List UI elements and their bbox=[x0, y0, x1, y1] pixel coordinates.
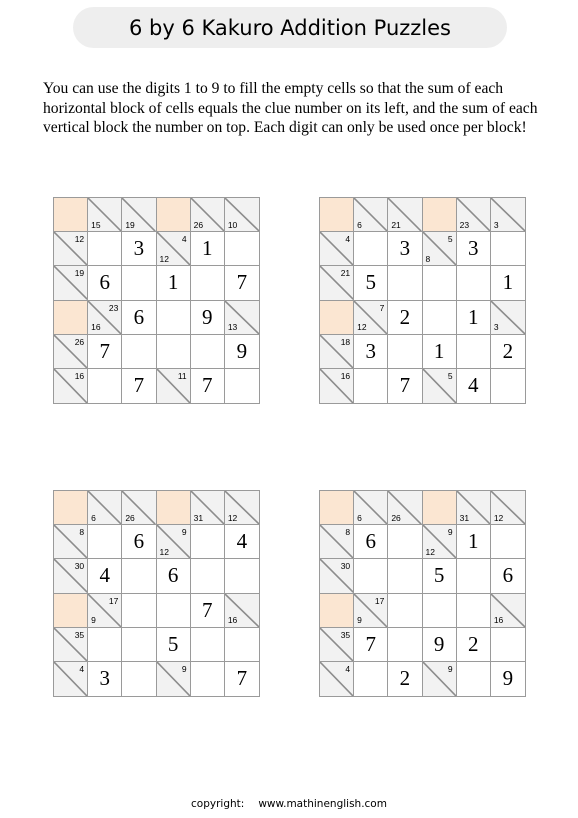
clue-cell bbox=[320, 335, 354, 369]
given-digit: 3 bbox=[399, 236, 411, 261]
clue-cell bbox=[122, 491, 156, 525]
answer-cell[interactable] bbox=[122, 369, 156, 403]
down-clue-number: 13 bbox=[227, 322, 238, 333]
answer-cell[interactable] bbox=[88, 369, 122, 403]
clue-cell bbox=[320, 662, 354, 696]
given-digit: 9 bbox=[502, 666, 514, 691]
given-digit: 2 bbox=[399, 304, 411, 329]
answer-cell[interactable] bbox=[457, 594, 491, 628]
answer-cell[interactable] bbox=[157, 301, 191, 335]
answer-cell[interactable] bbox=[122, 525, 156, 559]
blank-corner-cell bbox=[320, 198, 354, 232]
down-clue-number: 6 bbox=[357, 512, 362, 523]
clue-cell bbox=[54, 628, 88, 662]
clue-cell bbox=[157, 525, 191, 559]
given-digit: 7 bbox=[201, 597, 213, 622]
across-clue-number: 17 bbox=[374, 595, 385, 606]
answer-cell[interactable] bbox=[225, 335, 259, 369]
across-clue-number: 30 bbox=[340, 561, 351, 572]
answer-cell[interactable] bbox=[388, 266, 422, 300]
clue-cell bbox=[423, 369, 457, 403]
answer-cell[interactable] bbox=[191, 232, 225, 266]
clue-cell bbox=[54, 662, 88, 696]
answer-cell[interactable] bbox=[491, 525, 525, 559]
across-clue-number: 26 bbox=[74, 336, 85, 347]
answer-cell[interactable] bbox=[457, 559, 491, 593]
clue-cell bbox=[491, 491, 525, 525]
given-digit: 3 bbox=[99, 666, 110, 691]
answer-cell[interactable] bbox=[122, 628, 156, 662]
clue-cell bbox=[157, 232, 191, 266]
answer-cell[interactable] bbox=[354, 662, 388, 696]
answer-cell[interactable] bbox=[491, 559, 525, 593]
answer-cell[interactable] bbox=[191, 301, 225, 335]
clue-cell bbox=[320, 266, 354, 300]
answer-cell[interactable] bbox=[157, 266, 191, 300]
instructions-text: You can use the digits 1 to 9 to fill the empty cells so that the sum of each horizontal block of cells equals the clue number on its left, and the sum of each vertical block the number on top. Each digit can only be used once per block! bbox=[43, 80, 538, 136]
across-clue-number: 35 bbox=[74, 629, 85, 640]
down-clue-number: 23 bbox=[459, 219, 470, 230]
given-digit: 3 bbox=[133, 236, 145, 261]
answer-cell[interactable] bbox=[191, 266, 225, 300]
answer-cell[interactable] bbox=[388, 335, 422, 369]
clue-cell bbox=[423, 232, 457, 266]
given-digit: 9 bbox=[236, 338, 248, 363]
across-clue-number: 4 bbox=[345, 663, 351, 674]
copyright-label: copyright: bbox=[191, 798, 245, 810]
clue-cell bbox=[225, 594, 259, 628]
clue-cell bbox=[191, 198, 225, 232]
given-digit: 6 bbox=[133, 529, 145, 554]
answer-cell[interactable] bbox=[225, 662, 259, 696]
clue-cell bbox=[320, 559, 354, 593]
down-clue-number: 6 bbox=[357, 219, 362, 230]
given-digit: 7 bbox=[236, 270, 248, 295]
answer-cell[interactable] bbox=[191, 369, 225, 403]
kakuro-puzzle-4 bbox=[319, 490, 526, 697]
kakuro-puzzle-2 bbox=[319, 197, 526, 404]
blank-corner-cell bbox=[54, 491, 88, 525]
given-digit: 1 bbox=[502, 270, 514, 295]
across-clue-number: 8 bbox=[79, 527, 85, 538]
blank-corner-cell bbox=[320, 594, 354, 628]
answer-cell[interactable] bbox=[491, 266, 525, 300]
clue-cell bbox=[54, 232, 88, 266]
answer-cell[interactable] bbox=[388, 232, 422, 266]
clue-cell bbox=[88, 198, 122, 232]
answer-cell[interactable] bbox=[191, 559, 225, 593]
answer-cell[interactable] bbox=[157, 559, 191, 593]
given-digit: 2 bbox=[399, 666, 411, 691]
answer-cell[interactable] bbox=[157, 628, 191, 662]
across-clue-number: 21 bbox=[340, 268, 351, 279]
clue-cell bbox=[320, 525, 354, 559]
down-clue-number: 6 bbox=[91, 512, 96, 523]
given-digit: 4 bbox=[467, 373, 479, 398]
answer-cell[interactable] bbox=[354, 628, 388, 662]
blank-corner-cell bbox=[54, 301, 88, 335]
answer-cell[interactable] bbox=[88, 266, 122, 300]
answer-cell[interactable] bbox=[457, 369, 491, 403]
given-digit: 4 bbox=[99, 563, 110, 588]
answer-cell[interactable] bbox=[122, 266, 156, 300]
answer-cell[interactable] bbox=[388, 525, 422, 559]
across-clue-number: 9 bbox=[447, 527, 453, 538]
answer-cell[interactable] bbox=[88, 628, 122, 662]
down-clue-number: 31 bbox=[193, 512, 204, 523]
given-digit: 7 bbox=[236, 666, 248, 691]
across-clue-number: 16 bbox=[74, 370, 85, 381]
down-clue-number: 3 bbox=[493, 322, 499, 333]
given-digit: 7 bbox=[133, 373, 145, 398]
clue-cell bbox=[88, 301, 122, 335]
footer bbox=[0, 798, 578, 810]
answer-cell[interactable] bbox=[225, 266, 259, 300]
down-clue-number: 12 bbox=[227, 512, 238, 523]
down-clue-number: 31 bbox=[459, 512, 470, 523]
answer-cell[interactable] bbox=[88, 525, 122, 559]
blank-corner-cell bbox=[157, 198, 191, 232]
clue-cell bbox=[491, 301, 525, 335]
given-digit: 1 bbox=[167, 270, 179, 295]
given-digit: 7 bbox=[399, 373, 411, 398]
answer-cell[interactable] bbox=[157, 594, 191, 628]
down-clue-number: 9 bbox=[91, 615, 96, 626]
given-digit: 9 bbox=[201, 304, 213, 329]
down-clue-number: 26 bbox=[125, 512, 135, 523]
answer-cell[interactable] bbox=[423, 559, 457, 593]
across-clue-number: 7 bbox=[379, 302, 385, 313]
across-clue-number: 30 bbox=[74, 561, 85, 572]
answer-cell[interactable] bbox=[88, 335, 122, 369]
answer-cell[interactable] bbox=[423, 301, 457, 335]
given-digit: 7 bbox=[201, 373, 213, 398]
across-clue-number: 17 bbox=[108, 595, 119, 606]
answer-cell[interactable] bbox=[388, 559, 422, 593]
answer-cell[interactable] bbox=[122, 301, 156, 335]
clue-cell bbox=[54, 559, 88, 593]
kakuro-puzzle-3 bbox=[53, 490, 260, 697]
clue-cell bbox=[320, 369, 354, 403]
across-clue-number: 16 bbox=[340, 370, 351, 381]
blank-corner-cell bbox=[320, 301, 354, 335]
answer-cell[interactable] bbox=[354, 335, 388, 369]
answer-cell[interactable] bbox=[423, 594, 457, 628]
given-digit: 5 bbox=[365, 270, 376, 295]
clue-cell bbox=[157, 662, 191, 696]
clue-cell bbox=[354, 198, 388, 232]
answer-cell[interactable] bbox=[491, 628, 525, 662]
answer-cell[interactable] bbox=[491, 232, 525, 266]
down-clue-number: 26 bbox=[391, 512, 401, 523]
given-digit: 3 bbox=[365, 338, 376, 363]
answer-cell[interactable] bbox=[388, 628, 422, 662]
given-digit: 4 bbox=[236, 529, 248, 554]
given-digit: 7 bbox=[99, 338, 110, 363]
blank-corner-cell bbox=[54, 198, 88, 232]
clue-cell bbox=[54, 369, 88, 403]
answer-cell[interactable] bbox=[225, 525, 259, 559]
down-clue-number: 12 bbox=[159, 546, 169, 557]
across-clue-number: 9 bbox=[447, 663, 453, 674]
clue-cell bbox=[320, 628, 354, 662]
answer-cell[interactable] bbox=[354, 525, 388, 559]
across-clue-number: 23 bbox=[108, 302, 119, 313]
down-clue-number: 26 bbox=[193, 219, 204, 230]
down-clue-number: 9 bbox=[357, 615, 362, 626]
answer-cell[interactable] bbox=[388, 369, 422, 403]
clue-cell bbox=[491, 594, 525, 628]
across-clue-number: 4 bbox=[181, 234, 187, 245]
across-clue-number: 11 bbox=[177, 370, 187, 381]
clue-cell bbox=[225, 198, 259, 232]
answer-cell[interactable] bbox=[457, 266, 491, 300]
given-digit: 1 bbox=[467, 529, 479, 554]
down-clue-number: 19 bbox=[125, 219, 135, 230]
given-digit: 5 bbox=[433, 563, 445, 588]
clue-cell bbox=[122, 198, 156, 232]
answer-cell[interactable] bbox=[457, 335, 491, 369]
given-digit: 6 bbox=[167, 563, 179, 588]
blank-corner-cell bbox=[423, 491, 457, 525]
down-clue-number: 3 bbox=[493, 219, 499, 230]
answer-cell[interactable] bbox=[457, 301, 491, 335]
answer-cell[interactable] bbox=[122, 335, 156, 369]
clue-cell bbox=[354, 491, 388, 525]
given-digit: 1 bbox=[201, 236, 213, 261]
answer-cell[interactable] bbox=[423, 266, 457, 300]
answer-cell[interactable] bbox=[457, 662, 491, 696]
across-clue-number: 5 bbox=[447, 234, 453, 245]
given-digit: 1 bbox=[433, 338, 445, 363]
website-link[interactable]: www.mathinenglish.com bbox=[258, 798, 387, 810]
answer-cell[interactable] bbox=[191, 662, 225, 696]
across-clue-number: 35 bbox=[340, 629, 351, 640]
clue-cell bbox=[320, 232, 354, 266]
down-clue-number: 15 bbox=[91, 219, 101, 230]
blank-corner-cell bbox=[157, 491, 191, 525]
answer-cell[interactable] bbox=[225, 628, 259, 662]
title-banner bbox=[73, 7, 507, 48]
answer-cell[interactable] bbox=[191, 335, 225, 369]
down-clue-number: 12 bbox=[159, 253, 169, 264]
across-clue-number: 4 bbox=[345, 234, 351, 245]
across-clue-number: 19 bbox=[74, 268, 85, 279]
clue-cell bbox=[354, 301, 388, 335]
down-clue-number: 12 bbox=[425, 546, 435, 557]
answer-cell[interactable] bbox=[423, 628, 457, 662]
answer-cell[interactable] bbox=[225, 369, 259, 403]
across-clue-number: 9 bbox=[181, 663, 187, 674]
clue-cell bbox=[457, 198, 491, 232]
answer-cell[interactable] bbox=[122, 559, 156, 593]
answer-cell[interactable] bbox=[354, 559, 388, 593]
page-title: 6 by 6 Kakuro Addition Puzzles bbox=[128, 15, 452, 40]
answer-cell[interactable] bbox=[354, 232, 388, 266]
clue-cell bbox=[225, 491, 259, 525]
down-clue-number: 16 bbox=[227, 615, 238, 626]
answer-cell[interactable] bbox=[388, 594, 422, 628]
clue-cell bbox=[457, 491, 491, 525]
answer-cell[interactable] bbox=[157, 335, 191, 369]
across-clue-number: 12 bbox=[74, 234, 85, 245]
blank-corner-cell bbox=[54, 594, 88, 628]
down-clue-number: 10 bbox=[227, 219, 238, 230]
down-clue-number: 21 bbox=[391, 219, 401, 230]
blank-corner-cell bbox=[423, 198, 457, 232]
clue-cell bbox=[88, 491, 122, 525]
clue-cell bbox=[191, 491, 225, 525]
answer-cell[interactable] bbox=[354, 266, 388, 300]
given-digit: 6 bbox=[365, 529, 376, 554]
given-digit: 9 bbox=[433, 631, 445, 656]
given-digit: 7 bbox=[365, 631, 376, 656]
clue-cell bbox=[54, 335, 88, 369]
clue-cell bbox=[423, 525, 457, 559]
answer-cell[interactable] bbox=[122, 662, 156, 696]
clue-cell bbox=[54, 266, 88, 300]
given-digit: 2 bbox=[502, 338, 514, 363]
across-clue-number: 5 bbox=[447, 370, 453, 381]
down-clue-number: 12 bbox=[357, 322, 367, 333]
across-clue-number: 18 bbox=[340, 336, 351, 347]
answer-cell[interactable] bbox=[457, 628, 491, 662]
answer-cell[interactable] bbox=[491, 335, 525, 369]
answer-cell[interactable] bbox=[491, 369, 525, 403]
answer-cell[interactable] bbox=[457, 232, 491, 266]
answer-cell[interactable] bbox=[423, 335, 457, 369]
answer-cell[interactable] bbox=[225, 559, 259, 593]
given-digit: 6 bbox=[502, 563, 514, 588]
clue-cell bbox=[388, 198, 422, 232]
given-digit: 3 bbox=[467, 236, 479, 261]
clue-cell bbox=[54, 525, 88, 559]
answer-cell[interactable] bbox=[88, 232, 122, 266]
answer-cell[interactable] bbox=[354, 369, 388, 403]
clue-cell bbox=[423, 662, 457, 696]
answer-cell[interactable] bbox=[388, 301, 422, 335]
clue-cell bbox=[225, 301, 259, 335]
answer-cell[interactable] bbox=[225, 232, 259, 266]
given-digit: 2 bbox=[467, 631, 479, 656]
answer-cell[interactable] bbox=[191, 525, 225, 559]
clue-cell bbox=[491, 198, 525, 232]
answer-cell[interactable] bbox=[88, 559, 122, 593]
down-clue-number: 8 bbox=[425, 253, 431, 264]
answer-cell[interactable] bbox=[491, 662, 525, 696]
down-clue-number: 12 bbox=[493, 512, 504, 523]
across-clue-number: 8 bbox=[345, 527, 351, 538]
across-clue-number: 4 bbox=[79, 663, 85, 674]
kakuro-puzzle-1 bbox=[53, 197, 260, 404]
clue-cell bbox=[88, 594, 122, 628]
clue-cell bbox=[388, 491, 422, 525]
answer-cell[interactable] bbox=[191, 628, 225, 662]
given-digit: 1 bbox=[467, 304, 479, 329]
answer-cell[interactable] bbox=[122, 232, 156, 266]
across-clue-number: 9 bbox=[181, 527, 187, 538]
given-digit: 6 bbox=[99, 270, 110, 295]
blank-corner-cell bbox=[320, 491, 354, 525]
clue-cell bbox=[354, 594, 388, 628]
answer-cell[interactable] bbox=[88, 662, 122, 696]
answer-cell[interactable] bbox=[122, 594, 156, 628]
down-clue-number: 16 bbox=[91, 322, 101, 333]
given-digit: 5 bbox=[167, 631, 179, 656]
down-clue-number: 16 bbox=[493, 615, 504, 626]
clue-cell bbox=[157, 369, 191, 403]
answer-cell[interactable] bbox=[388, 662, 422, 696]
given-digit: 6 bbox=[133, 304, 145, 329]
answer-cell[interactable] bbox=[191, 594, 225, 628]
answer-cell[interactable] bbox=[457, 525, 491, 559]
